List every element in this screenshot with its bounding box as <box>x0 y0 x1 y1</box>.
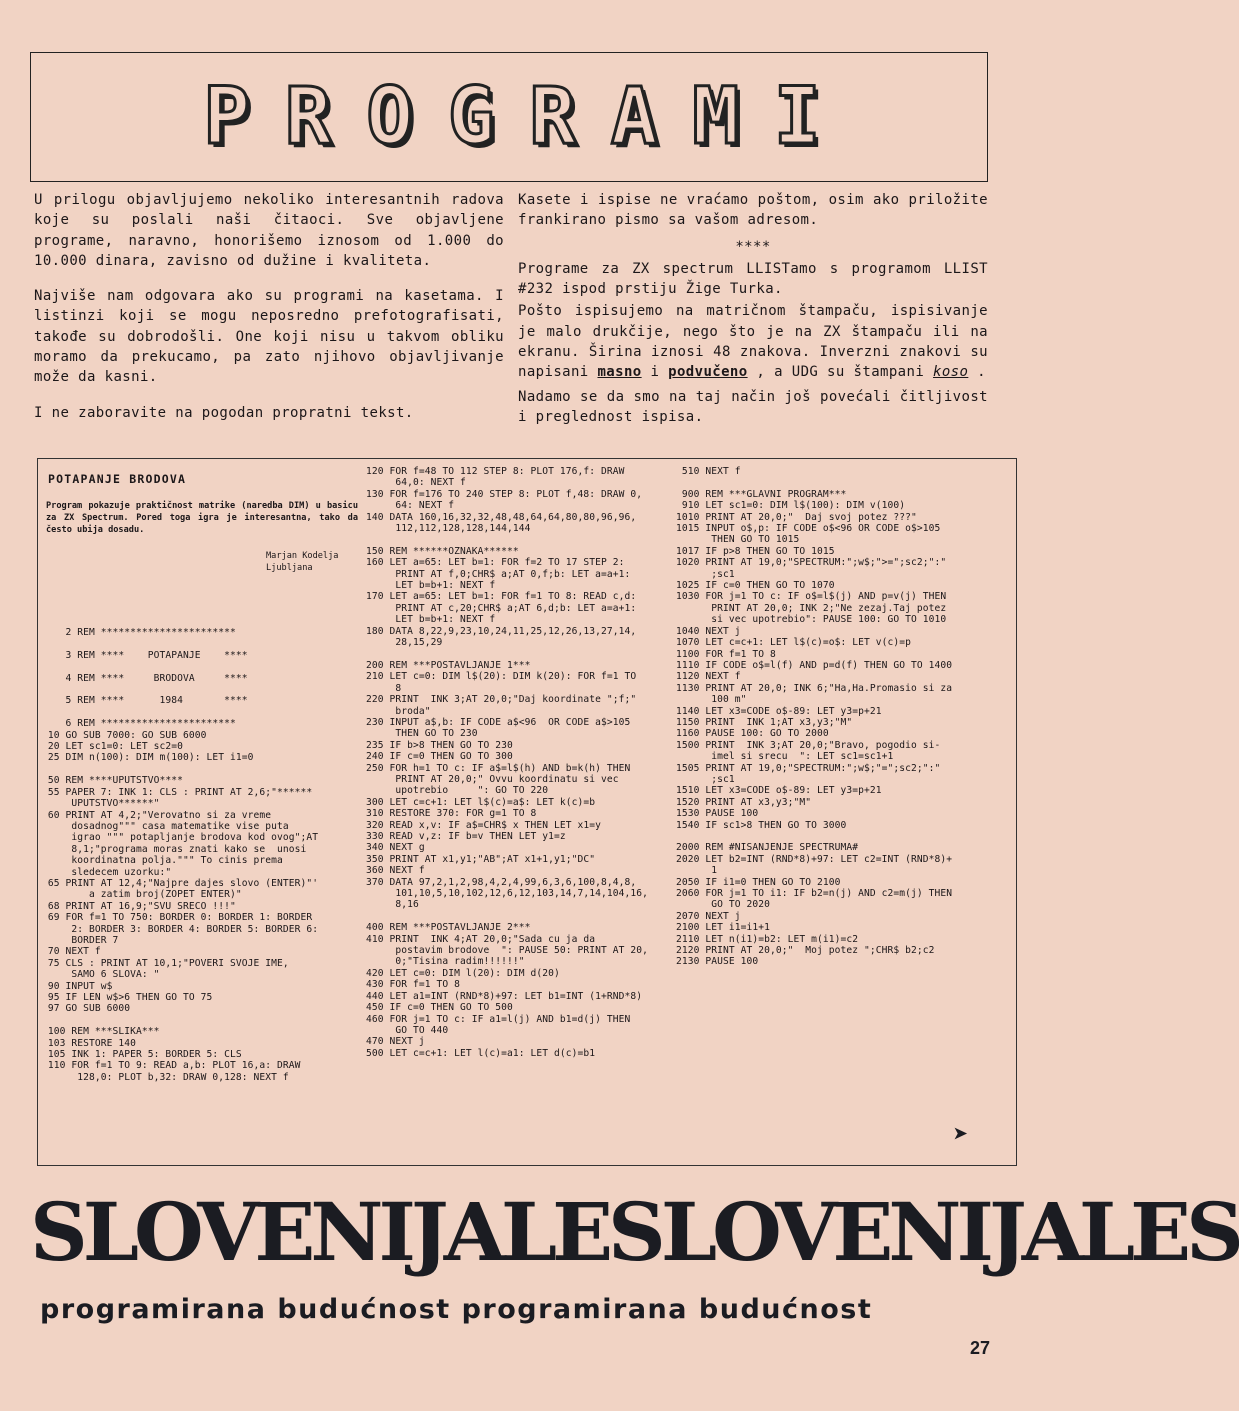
title-letter: R <box>529 72 577 162</box>
intro-paragraph: Nadamo se da smo na taj način još povećali čitljivost i preglednost ispisa. <box>518 388 988 425</box>
separator-stars: **** <box>735 238 771 255</box>
slogan: programirana budućnost programirana budućnost <box>40 1294 873 1325</box>
title-letter: A <box>610 72 658 162</box>
bold-sample: masno <box>597 364 642 381</box>
intro-paragraph: I ne zaboravite na pogodan propratni tekst. <box>34 404 414 421</box>
page-number: 27 <box>970 1338 991 1358</box>
intro-paragraph: U prilogu objavljujemo nekoliko interesantnih radova koje su poslali naši čitaoci. Sve objavljene programe, naravno, honorišemo iznosom od 1.000 do 10.000 dinara, zavisno od dužine i kvaliteta. <box>34 192 504 269</box>
listing-author: Marjan Kodelja Ljubljana <box>266 551 339 573</box>
text-run: Pošto ispisujemo na matričnom štampaču, ispisivanje je malo drukčije, nego što je na ZX štampaču ili na ekranu. Širina iznosi 48 znakova. Inverzni znakovi su napisani <box>518 303 988 381</box>
intro-paragraph: Najviše nam odgovara ako su programi na kasetama. I listinzi koji se mogu neposredno prefotografisati, takođe su dobrodošli. One koji nisu u takvom obliku moramo da prekucamo, pa zato njihovo objavljivanje može da kasni. <box>34 288 504 386</box>
listing-title: POTAPANJE BRODOVA <box>48 472 187 486</box>
right-arrow-icon: ➤ <box>953 1120 969 1150</box>
code-column-2: 120 FOR f=48 TO 112 STEP 8: PLOT 176,f: DRAW 64,0: NEXT f 130 FOR f=176 TO 240 STEP 8: PLOT f,48: DRAW 0, 64: NEXT f 140 DATA 160,16,32,32,48,48,64,64,80,80,96,96, 112,112,128,128,144,144 150 REM ******OZNAKA****** 160 LET a=65: LET b=1: FOR f=2 TO 17 STEP 2: PRINT AT f,0;CHR$ a;AT 0,f;b: LET a=a+1: LET b=b+1: NEXT f 170 LET a=65: LET b=1: FOR f=1 TO 8: READ c,d: PRINT AT c,20;CHR$ a;AT 6,d;b: LET a=a+1: LET b=b+1: NEXT f 180 DATA 8,22,9,23,10,24,11,25,12,26,13,27,14, 28,15,29 200 REM ***POSTAVLJANJE 1*** 210 LET c=0: DIM l$(20): DIM k(20): FOR f=1 TO 8 220 PRINT INK 3;AT 20,0;"Daj koordinate ";f;" broda" 230 INPUT a$,b: IF CODE a$<96 OR CODE a$>105 THEN GO TO 230 235 IF b>8 THEN GO TO 230 240 IF c=0 THEN GO TO 300 250 FOR h=1 TO c: IF a$=l$(h) AND b=k(h) THEN PRINT AT 20,0;" Ovvu koordinatu si vec upotrebio ": GO TO 220 300 LET c=c+1: LET l$(c)=a$: LET k(c)=b 310 RESTORE 370: FOR g=1 TO 8 320 READ x,v: IF a$=CHR$ x THEN LET x1=y 330 READ v,z: IF b=v THEN LET y1=z 340 NEXT g 350 PRINT AT x1,y1;"AB";AT x1+1,y1;"DC" 360 NEXT f 370 DATA 97,2,1,2,98,4,2,4,99,6,3,6,100,8,4,8, 101,10,5,10,102,12,6,12,103,14,7,14,104,16, 8,16 400 REM ***POSTAVLJANJE 2*** 410 PRINT INK 4;AT 20,0;"Sada cu ja da postavim brodove ": PAUSE 50: PRINT AT 20, 0;"Tisina radim!!!!!!" 420 LET c=0: DIM l(20): DIM d(20) 430 FOR f=1 TO 8 440 LET a1=INT (RND*8)+97: LET b1=INT (1+RND*8) 450 IF c=0 THEN GO TO 500 460 FOR j=1 TO c: IF a1=l(j) AND b1=d(j) THEN GO TO 440 470 NEXT j 500 LET c=c+1: LET l(c)=a1: LET d(c)=b1 <box>366 466 649 1059</box>
page-title <box>186 72 838 162</box>
code-column-1: 2 REM *********************** 3 REM **** POTAPANJE **** 4 REM **** BRODOVA **** 5 REM **** 1984 **** 6 REM *********************** 10 GO SUB 7000: GO SUB 6000 20 LET sc1=0: LET sc2=0 25 DIM n(100): DIM m(100): LET i1=0 50 REM ****UPUTSTVO**** 55 PAPER 7: INK 1: CLS : PRINT AT 2,6;"****** UPUTSTVO******" 60 PRINT AT 4,2;"Verovatno si za vreme dosadnog""" casa matematike vise puta igrao """ potapljanje brodova kod ovog";AT 8,1;"programa moras znati kako se unosi koordinatna polja.""" To cinis prema sledecem uzorku:" 65 PRINT AT 12,4;"Najpre dajes slovo (ENTER)"' a zatim broj(ZOPET ENTER)" 68 PRINT AT 16,9;"SVU SRECO !!!" 69 FOR f=1 TO 750: BORDER 0: BORDER 1: BORDER 2: BORDER 3: BORDER 4: BORDER 5: BORDER 6: BORDER 7 70 NEXT f 75 CLS : PRINT AT 10,1;"POVERI SVOJE IME, SAMO 6 SLOVA: " 90 INPUT w$ 95 IF LEN w$>6 THEN GO TO 75 97 GO SUB 6000 100 REM ***SLIKA*** 103 RESTORE 140 105 INK 1: PAPER 5: BORDER 5: CLS 110 FOR f=1 TO 9: READ a,b: PLOT 16,a: DRAW 128,0: PLOT b,32: DRAW 0,128: NEXT f <box>47 627 319 1083</box>
text-run: i <box>641 364 669 381</box>
intro-paragraph <box>518 301 988 382</box>
banner-slovenijales: SLOVENIJALESLOVENIJALES <box>30 1185 1239 1279</box>
title-letter: O <box>366 72 414 162</box>
intro-left-column <box>34 190 504 438</box>
code-column-3: 510 NEXT f 900 REM ***GLAVNI PROGRAM*** 910 LET sc1=0: DIM l$(100): DIM v(100) 1010 PRINT AT 20,0;" Daj svoj potez ???" 1015 INPUT o$,p: IF CODE o$<96 OR CODE o$>105 THEN GO TO 1015 1017 IF p>8 THEN GO TO 1015 1020 PRINT AT 19,0;"SPECTRUM:";w$;">=";sc2;":" ;sc1 1025 IF c=0 THEN GO TO 1070 1030 FOR j=1 TO c: IF o$=l$(j) AND p=v(j) THEN PRINT AT 20,0; INK 2;"Ne zezaj.Taj potez si vec upotrebio": PAUSE 100: GO TO 1010 1040 NEXT j 1070 LET c=c+1: LET l$(c)=o$: LET v(c)=p 1100 FOR f=1 TO 8 1110 IF CODE o$=l(f) AND p=d(f) THEN GO TO 1400 1120 NEXT f 1130 PRINT AT 20,0; INK 6;"Ha,Ha.Promasio si za 100 m" 1140 LET x3=CODE o$-89: LET y3=p+21 1150 PRINT INK 1;AT x3,y3;"M" 1160 PAUSE 100: GO TO 2000 1500 PRINT INK 3;AT 20,0;"Bravo, pogodio si- imel si srecu ": LET sc1=sc1+1 1505 PRINT AT 19,0;"SPECTRUM:";w$;"=";sc2;":" ;sc1 1510 LET x3=CODE o$-89: LET y3=p+21 1520 PRINT AT x3,y3;"M" 1530 PAUSE 100 1540 IF sc1>8 THEN GO TO 3000 2000 REM #NISANJENJE SPECTRUMA# 2020 LET b2=INT (RND*8)+97: LET c2=INT (RND*8)+ 1 2050 IF i1=0 THEN GO TO 2100 2060 FOR j=1 TO i1: IF b2=n(j) AND c2=m(j) THEN GO TO 2020 2070 NEXT j 2100 LET i1=i1+1 2110 LET n(i1)=b2: LET m(i1)=c2 2120 PRINT AT 20,0;" Moj potez ";CHR$ b2;c2 2130 PAUSE 100 <box>676 466 953 968</box>
intro-paragraph: Programe za ZX spectrum LLISTamo s programom LLIST #232 ispod prstiju Žige Turka. <box>518 260 988 298</box>
intro-paragraph: Kasete i ispise ne vraćamo poštom, osim ako priložite frankirano pismo sa vašom adresom. <box>518 192 988 229</box>
title-letter: I <box>773 72 821 162</box>
text-run: . <box>968 364 986 381</box>
title-letter: M <box>692 72 740 162</box>
title-letter: R <box>284 72 332 162</box>
text-run: , a UDG su štampani <box>747 364 933 381</box>
underline-sample: podvučeno <box>668 364 748 381</box>
italic-sample: koso <box>933 364 969 381</box>
intro-right-column <box>518 190 988 442</box>
listing-description: Program pokazuje praktičnost matrike (naredba DIM) u basicu za ZX Spectrum. Pored toga igra je interesantna, tako da često ubija dosadu. <box>46 501 358 535</box>
title-letter: P <box>203 72 251 162</box>
title-letter: G <box>447 72 495 162</box>
